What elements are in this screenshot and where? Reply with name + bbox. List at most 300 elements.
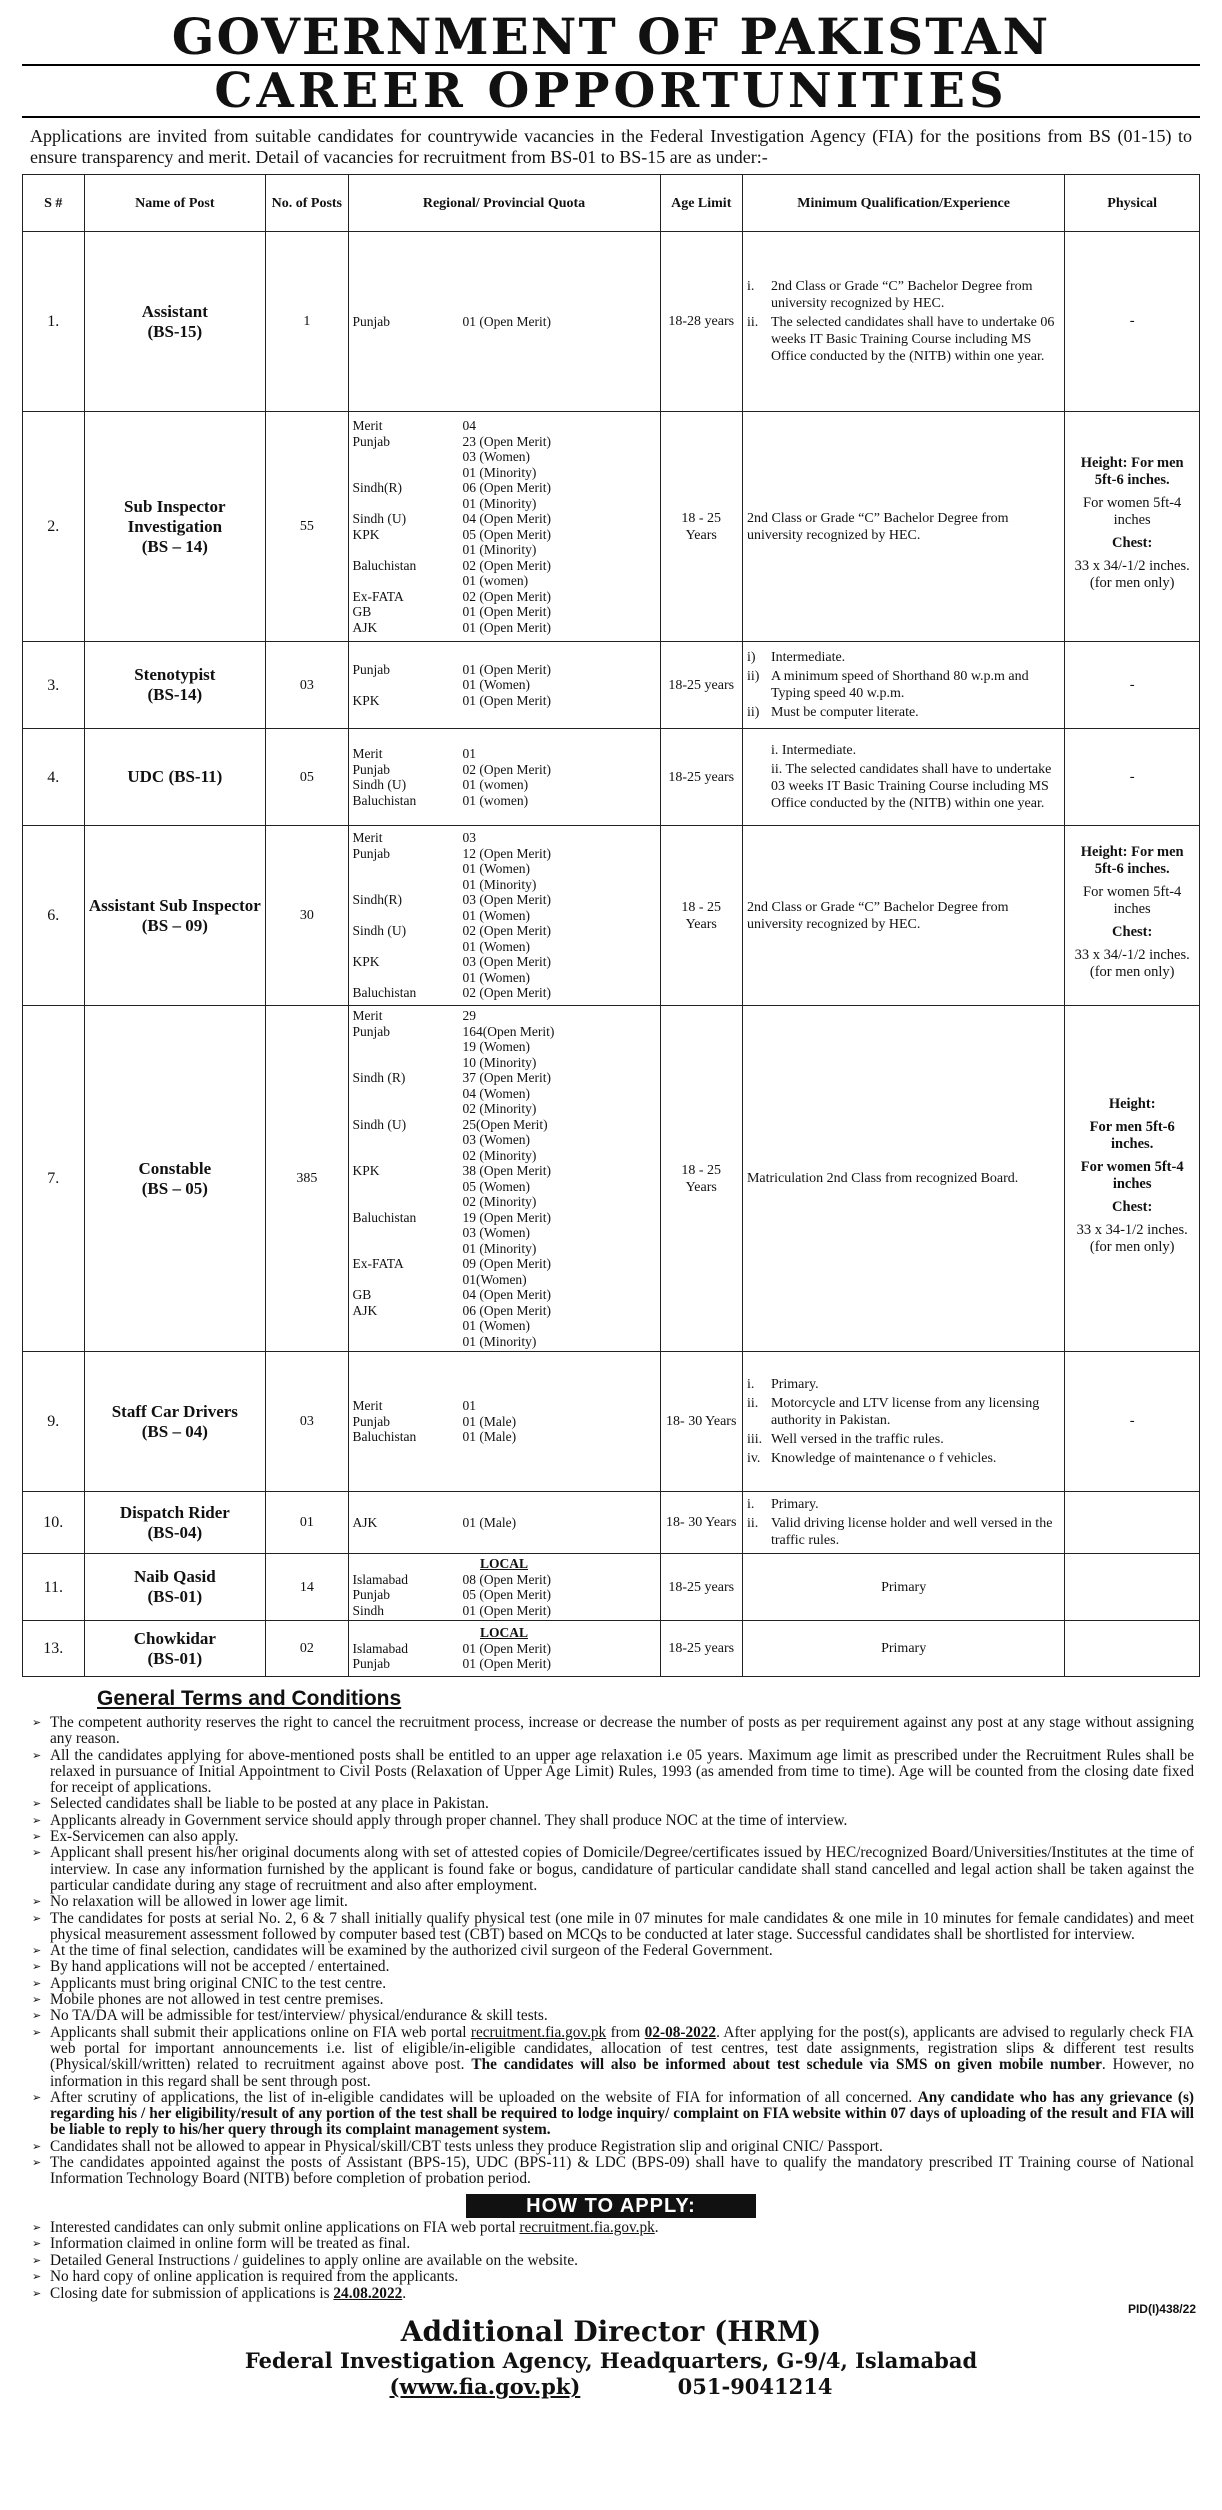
main-title: GOVERNMENT OF PAKISTAN xyxy=(171,7,1051,66)
post-name: Sub Inspector Investigation xyxy=(124,496,226,536)
quota-region: Baluchistan xyxy=(352,1429,417,1445)
footer-address: Federal Investigation Agency, Headquarters, G-9/4, Islamabad xyxy=(244,2348,978,2374)
quota-line xyxy=(353,777,656,793)
qualification-line xyxy=(747,1431,1060,1448)
cell-posts: 05 xyxy=(266,729,348,826)
qualification-line xyxy=(747,761,1060,812)
quota-region: GB xyxy=(352,1287,372,1302)
quota-line xyxy=(353,908,656,924)
cell-qualification xyxy=(742,729,1064,826)
quota-value: 01 (Open Merit) xyxy=(462,692,552,708)
quota-value: 03 xyxy=(462,830,477,846)
qualification-text: 2nd Class or Grade “C” Bachelor Degree from university recognized by HEC. xyxy=(770,279,1033,311)
quota-value: 01 (Minority) xyxy=(462,495,537,511)
quota-line xyxy=(353,1303,656,1319)
cell-physical xyxy=(1065,642,1200,729)
quota-line xyxy=(353,1656,656,1672)
post-name: Constable xyxy=(138,1158,212,1178)
quota-region: Punjab xyxy=(352,433,391,449)
post-name: Chowkidar xyxy=(133,1628,216,1648)
quota-value: 164(Open Merit) xyxy=(462,1023,555,1039)
qualification-line xyxy=(747,1515,1060,1549)
quota-line xyxy=(353,496,656,512)
quota-value: 01 xyxy=(462,746,477,761)
portal-link[interactable]: recruitment.fia.gov.pk xyxy=(470,2023,607,2041)
header-sn: S # xyxy=(23,175,85,232)
quota-region: AJK xyxy=(352,1302,378,1318)
post-name: Dispatch Rider xyxy=(119,1502,230,1522)
quota-line xyxy=(353,1587,656,1603)
post-scale: (BS – 05) xyxy=(141,1178,208,1198)
quota-region: Merit xyxy=(352,746,383,761)
header-physical: Physical xyxy=(1065,175,1200,232)
footer xyxy=(22,2316,1200,2400)
quota-value: 02 (Open Merit) xyxy=(462,985,552,1001)
quota-line xyxy=(353,1210,656,1226)
qualification-line xyxy=(747,649,1060,666)
quota-value: 02 (Open Merit) xyxy=(462,588,552,604)
quota-region xyxy=(353,861,463,877)
post-name: Assistant Sub Inspector xyxy=(88,895,261,915)
cell-posts: 03 xyxy=(266,642,348,729)
quota-value: 01 (Open Merit) xyxy=(462,661,552,677)
quota-line xyxy=(353,746,656,762)
cell-posts: 30 xyxy=(266,826,348,1006)
table-row xyxy=(23,1006,1200,1352)
portal-sms-note: The candidates will also be informed about test schedule via SMS on given mobile number xyxy=(471,2056,1102,2074)
qualification-marker xyxy=(747,742,771,759)
sub-title: CAREER OPPORTUNITIES xyxy=(22,64,1200,118)
table-row xyxy=(23,412,1200,642)
quota-region: Sindh (U) xyxy=(352,923,407,939)
cell-physical xyxy=(1065,1621,1200,1677)
quota-line xyxy=(353,892,656,908)
quota-value: 04 xyxy=(462,418,477,433)
quota-line xyxy=(353,985,656,1001)
quota-region xyxy=(353,1179,463,1195)
quota-line xyxy=(353,1318,656,1334)
term-item-scrutiny xyxy=(50,2090,1194,2139)
post-name: Staff Car Drivers xyxy=(111,1401,238,1421)
header-qualification: Minimum Qualification/Experience xyxy=(742,175,1064,232)
physical-line: For women 5ft-4 inches xyxy=(1083,495,1182,528)
quota-value: 01 (Women) xyxy=(462,861,531,877)
advertisement-page xyxy=(0,7,1222,2510)
qualification-text: Motorcycle and LTV license from any licensing authority in Pakistan. xyxy=(770,1396,1040,1428)
qualification-text: A minimum speed of Shorthand 80 w.p.m and Typing speed 40 w.p.m. xyxy=(770,669,1029,701)
qualification-marker: ii) xyxy=(746,705,760,720)
header-post: Name of Post xyxy=(84,175,266,232)
quota-region xyxy=(353,908,463,924)
quota-line xyxy=(353,793,656,809)
qualification-text: Primary. xyxy=(770,1497,819,1512)
quota-value: 05 (Open Merit) xyxy=(462,1587,552,1602)
quota-line xyxy=(353,314,656,330)
cell-post xyxy=(84,412,266,642)
footer-website-link[interactable]: (www.fia.gov.pk) xyxy=(389,2374,581,2400)
quota-value: 01 (Minority) xyxy=(462,1333,537,1349)
quota-line xyxy=(353,1132,656,1148)
quota-region: AJK xyxy=(352,619,378,635)
quota-line xyxy=(353,1414,656,1430)
cell-age: 18-25 years xyxy=(660,1621,742,1677)
term-item: ➢ All the candidates applying for above-mentioned posts shall be entitled to an upper age relaxation i.e 05 years. Maximum age limit as prescribed under the Recruitment Rules shall be relaxed in pursuance of Initial Appointment to Civil Posts (Relaxation of Upper Age Limit) Rules, 1993 (as amended from time to time). Age will be counted from the closing date fixed for receipt of applications. xyxy=(50,1748,1194,1797)
cell-qualification xyxy=(742,412,1064,642)
quota-line xyxy=(353,449,656,465)
cell-sn: 3. xyxy=(23,642,85,729)
quota-value: 02 (Open Merit) xyxy=(462,923,552,939)
quota-line xyxy=(353,1225,656,1241)
quota-line xyxy=(353,573,656,589)
quota-region xyxy=(353,1225,463,1241)
quota-line xyxy=(353,1194,656,1210)
cell-posts: 385 xyxy=(266,1006,348,1352)
quota-region xyxy=(353,939,463,955)
apply-item-end: . xyxy=(654,2218,659,2236)
quota-region: Punjab xyxy=(352,1656,391,1672)
term-item: ➢ Ex-Servicemen can also apply. xyxy=(50,1829,1194,1845)
quota-region xyxy=(353,1101,463,1117)
quota-line xyxy=(353,418,656,434)
quota-region xyxy=(353,542,463,558)
post-scale: (BS-04) xyxy=(147,1522,203,1542)
cell-quota xyxy=(348,642,660,729)
quota-line xyxy=(353,861,656,877)
cell-posts: 55 xyxy=(266,412,348,642)
quota-line xyxy=(353,939,656,955)
qualification-line xyxy=(747,278,1060,312)
cell-posts: 02 xyxy=(266,1621,348,1677)
portal-text-a: Applicants shall submit their applications online on FIA web portal xyxy=(50,2023,467,2041)
quota-value: 10 (Minority) xyxy=(462,1054,537,1070)
quota-region xyxy=(353,496,463,512)
quota-value: 01 (Women) xyxy=(462,938,531,954)
quota-region: Merit xyxy=(352,1398,383,1414)
qualification-text: Primary xyxy=(881,1579,927,1595)
qualification-text: i. Intermediate. xyxy=(770,743,857,758)
cell-age: 18 - 25 Years xyxy=(660,412,742,642)
terms-title: General Terms and Conditions xyxy=(97,1687,402,1710)
apply-item: ➢ Information claimed in online form will be treated as final. xyxy=(50,2236,1194,2253)
qualification-text: Primary xyxy=(881,1641,927,1656)
cell-qualification xyxy=(742,1352,1064,1492)
quota-line xyxy=(353,1179,656,1195)
quota-region: Baluchistan xyxy=(352,985,417,1001)
quota-value: 04 (Open Merit) xyxy=(462,1287,552,1302)
quota-value: 23 (Open Merit) xyxy=(462,433,552,449)
quota-value: 02 (Minority) xyxy=(462,1194,537,1209)
physical-line: Chest: xyxy=(1112,535,1153,551)
quota-line xyxy=(353,1055,656,1071)
term-item: ➢ Applicant shall present his/her original documents along with set of attested copies of Domicile/Degree/certificates issued by HEC/recognized Board/Universities/Institutes at the time of interview. In case any information furnished by the applicant is found fake or bogus, candidature of particular candidate shall stand cancelled and legal action shall be taken against the particular candidate during any stage of recruitment and also after employment. xyxy=(50,1845,1194,1894)
cell-qualification xyxy=(742,826,1064,1006)
quota-value: 12 (Open Merit) xyxy=(462,845,552,861)
quota-value: 01 (Open Merit) xyxy=(462,313,552,329)
term-item: ➢ No relaxation will be allowed in lower age limit. xyxy=(50,1894,1194,1910)
quota-value: 01 (Women) xyxy=(462,677,531,693)
quota-value: 03 (Women) xyxy=(462,449,531,464)
quota-line xyxy=(353,1008,656,1024)
quota-region: KPK xyxy=(352,1163,380,1178)
cell-age: 18- 30 Years xyxy=(660,1492,742,1554)
header-quota: Regional/ Provincial Quota xyxy=(348,175,660,232)
qualification-line xyxy=(747,1376,1060,1393)
qualification-text: ii. The selected candidates shall have to undertake 03 weeks IT Basic Training Course including MS Office conducted by the (NITB) within one year. xyxy=(770,762,1052,811)
cell-post xyxy=(84,1554,266,1621)
quota-value: 03 (Open Merit) xyxy=(462,892,552,908)
cell-sn: 4. xyxy=(23,729,85,826)
cell-sn: 9. xyxy=(23,1352,85,1492)
quota-region: Merit xyxy=(352,830,383,846)
qualification-marker: ii) xyxy=(746,669,760,684)
cell-sn: 6. xyxy=(23,826,85,1006)
qualification-text: Valid driving license holder and well versed in the traffic rules. xyxy=(770,1516,1053,1548)
quota-line xyxy=(353,693,656,709)
quota-line xyxy=(353,677,656,693)
quota-region: Punjab xyxy=(352,313,391,329)
cell-quota xyxy=(348,1006,660,1352)
quota-region: Punjab xyxy=(352,1023,391,1039)
physical-line: Height: xyxy=(1108,1095,1156,1112)
qualification-text: The selected candidates shall have to undertake 06 weeks IT Basic Training Course including MS Office conducted by the (NITB) within one year. xyxy=(770,315,1055,364)
physical-value: - xyxy=(1129,768,1135,785)
quota-line xyxy=(353,511,656,527)
quota-region xyxy=(353,449,463,465)
portal-text-c: . After applying for the post(s), applicants are advised to regularly check FIA web portal for important announcements i.e. list of eligible/in-eligible candidates, allocation of test centres, test date assignments, registration slips & different test results (Physical/skill/written) related to recruitment against above post. xyxy=(50,2023,1194,2074)
quota-value: 08 (Open Merit) xyxy=(462,1571,552,1587)
quota-region: KPK xyxy=(352,692,380,708)
quota-line xyxy=(353,1024,656,1040)
cell-age: 18-25 years xyxy=(660,1554,742,1621)
quota-line xyxy=(353,1287,656,1303)
quota-region: Baluchistan xyxy=(352,1209,417,1225)
cell-quota xyxy=(348,1352,660,1492)
cell-quota xyxy=(348,1554,660,1621)
post-name: Stenotypist xyxy=(134,665,216,684)
quota-line xyxy=(353,558,656,574)
quota-line xyxy=(353,1101,656,1117)
quota-line xyxy=(353,465,656,481)
quota-value: 01 (Open Merit) xyxy=(462,604,552,619)
quota-region xyxy=(353,1148,463,1164)
qualification-line xyxy=(747,1395,1060,1429)
quota-value: 01 (women) xyxy=(462,573,529,588)
post-scale: (BS-15) xyxy=(147,321,203,341)
physical-line: 33 x 34-1/2 inches. (for men only) xyxy=(1076,1221,1188,1255)
post-name: Naib Qasid xyxy=(133,1567,216,1586)
quota-region: Baluchistan xyxy=(352,557,417,573)
term-item-portal xyxy=(50,2025,1194,2090)
cell-physical xyxy=(1065,1492,1200,1554)
quota-region xyxy=(353,1334,463,1350)
cell-physical xyxy=(1065,412,1200,642)
table-row xyxy=(23,1554,1200,1621)
quota-region xyxy=(353,1132,463,1148)
table-row xyxy=(23,1621,1200,1677)
cell-sn: 1. xyxy=(23,232,85,412)
cell-age: 18 - 25 Years xyxy=(660,1006,742,1352)
quota-region: Sindh (U) xyxy=(352,777,407,792)
quota-value: 02 (Minority) xyxy=(462,1147,537,1163)
quota-value: 01 (Minority) xyxy=(462,542,537,557)
quota-value: 01 (Open Merit) xyxy=(462,1656,552,1672)
cell-post xyxy=(84,1006,266,1352)
physical-line: Chest: xyxy=(1112,924,1153,940)
cell-qualification xyxy=(742,1621,1064,1677)
apply-list xyxy=(22,2220,1200,2303)
qualification-marker: ii. xyxy=(746,315,759,330)
quota-region xyxy=(353,573,463,589)
quota-region: Merit xyxy=(352,418,383,433)
quota-region: Punjab xyxy=(352,661,391,677)
cell-post xyxy=(84,729,266,826)
quota-value: 01 (Minority) xyxy=(462,876,537,892)
qualification-text: Must be computer literate. xyxy=(770,705,919,720)
cell-quota xyxy=(348,826,660,1006)
intro-paragraph: Applications are invited from suitable candidates for countrywide vacancies in the Federal Investigation Agency (FIA) for the positions from BS (01-15) to ensure transparency and merit. Detail of vacancies for recruitment from BS-01 to BS-15 are as under:- xyxy=(30,126,1192,167)
quota-region: Punjab xyxy=(352,1413,391,1429)
qualification-marker: i. xyxy=(746,1497,755,1512)
apply-item: ➢ Detailed General Instructions / guidelines to apply online are available on the website. xyxy=(50,2253,1194,2270)
quota-region xyxy=(353,970,463,986)
quota-value: 01 (women) xyxy=(462,777,529,792)
table-row xyxy=(23,642,1200,729)
term-item: ➢ Mobile phones are not allowed in test centre premises. xyxy=(50,1992,1194,2008)
qualification-marker xyxy=(747,761,771,812)
cell-age: 18 - 25 Years xyxy=(660,826,742,1006)
quota-region xyxy=(353,465,463,481)
quota-line xyxy=(353,434,656,450)
qualification-text: Intermediate. xyxy=(770,650,846,665)
qualification-marker: i) xyxy=(746,650,756,665)
quota-value: 01 (Open Merit) xyxy=(462,1640,552,1656)
quota-value: 01 (women) xyxy=(462,792,529,808)
qualification-line xyxy=(747,1450,1060,1467)
quota-line xyxy=(353,480,656,496)
quota-region xyxy=(353,1086,463,1102)
cell-age: 18- 30 Years xyxy=(660,1352,742,1492)
term-item: ➢ Applicants must bring original CNIC to the test centre. xyxy=(50,1976,1194,1992)
quota-region: Islamabad xyxy=(352,1640,409,1656)
portal-text-b: from xyxy=(610,2023,641,2041)
qualification-line xyxy=(747,314,1060,365)
cell-post xyxy=(84,642,266,729)
quota-region: AJK xyxy=(352,1514,378,1530)
post-scale: (BS – 04) xyxy=(141,1421,208,1441)
cell-physical xyxy=(1065,729,1200,826)
quota-line xyxy=(353,1515,656,1531)
post-scale: (BS-14) xyxy=(147,685,203,704)
footer-phone: 051-9041214 xyxy=(677,2374,833,2400)
closing-end: . xyxy=(402,2284,407,2302)
quota-value: 25(Open Merit) xyxy=(462,1116,548,1132)
cell-post xyxy=(84,1492,266,1554)
cell-physical xyxy=(1065,1554,1200,1621)
qualification-text: Primary. xyxy=(770,1377,819,1392)
quota-region: Punjab xyxy=(352,1587,391,1602)
physical-line: 33 x 34/-1/2 inches. (for men only) xyxy=(1074,558,1190,591)
quota-region: GB xyxy=(352,604,372,619)
physical-line: Height: For men 5ft-6 inches. xyxy=(1080,455,1184,488)
quota-region: Sindh(R) xyxy=(352,480,403,495)
quota-value: 02 (Open Merit) xyxy=(462,557,552,573)
apply-portal-link[interactable]: recruitment.fia.gov.pk xyxy=(519,2218,655,2236)
quota-line xyxy=(353,830,656,846)
cell-quota xyxy=(348,729,660,826)
post-scale: (BS – 09) xyxy=(141,915,208,935)
qualification-marker: ii. xyxy=(746,1396,759,1411)
cell-age: 18-28 years xyxy=(660,232,742,412)
quota-value: 01 (Women) xyxy=(462,969,531,985)
quota-value: 01 (Minority) xyxy=(462,464,537,480)
footer-contact xyxy=(22,2374,1200,2400)
quota-value: 01 (Male) xyxy=(462,1514,517,1530)
cell-qualification xyxy=(742,642,1064,729)
quota-region: Ex-FATA xyxy=(352,1256,404,1271)
qualification-line xyxy=(747,742,1060,759)
quota-line xyxy=(353,662,656,678)
quota-line xyxy=(353,620,656,636)
term-item: ➢ Selected candidates shall be liable to be posted at any place in Pakistan. xyxy=(50,1796,1194,1812)
quota-value: 29 xyxy=(462,1008,477,1023)
vacancy-table xyxy=(22,174,1200,1677)
cell-post xyxy=(84,232,266,412)
post-name: UDC (BS-11) xyxy=(127,767,223,786)
quota-region: Sindh (U) xyxy=(352,1116,407,1132)
quota-line xyxy=(353,1086,656,1102)
cell-physical xyxy=(1065,232,1200,412)
term-item: ➢ The candidates appointed against the posts of Assistant (BPS-15), UDC (BPS-11) & LDC (BPS-09) shall have to qualify the mandatory prescribed IT Training course of National Information Technology Board (NITB) before completion of probation period. xyxy=(50,2155,1194,2188)
quota-region: Sindh (U) xyxy=(352,511,407,526)
quota-line xyxy=(353,1163,656,1179)
post-scale: (BS – 14) xyxy=(141,536,208,556)
quota-line xyxy=(353,954,656,970)
quota-value: 02 (Open Merit) xyxy=(462,761,552,777)
quota-value: 04 (Women) xyxy=(462,1085,531,1101)
quota-line xyxy=(353,846,656,862)
quota-region xyxy=(353,677,463,693)
term-item: ➢ The competent authority reserves the right to cancel the recruitment process, increase or decrease the number of posts as per requirement against any post at any stage without assigning any reason. xyxy=(50,1715,1194,1748)
cell-posts: 01 xyxy=(266,1492,348,1554)
quota-value: 01 (Women) xyxy=(462,907,531,923)
pid-number: PID(I)438/22 xyxy=(1127,2302,1196,2317)
quota-line xyxy=(353,604,656,620)
table-row xyxy=(23,1352,1200,1492)
cell-post xyxy=(84,826,266,1006)
vacancy-table-body xyxy=(23,232,1200,1677)
physical-value: - xyxy=(1129,313,1135,329)
quota-value: 38 (Open Merit) xyxy=(462,1163,552,1178)
quota-value: 01 (Male) xyxy=(462,1429,517,1445)
cell-sn: 11. xyxy=(23,1554,85,1621)
qualification-text: 2nd Class or Grade “C” Bachelor Degree from university recognized by HEC. xyxy=(746,510,1009,543)
quota-line xyxy=(353,1148,656,1164)
quota-line xyxy=(353,762,656,778)
quota-line xyxy=(353,923,656,939)
portal-text-d: . However, no information in this regard shall be sent through post. xyxy=(50,2056,1194,2090)
portal-open-date: 02-08-2022 xyxy=(644,2023,717,2041)
quota-local: LOCAL xyxy=(480,1625,529,1641)
closing-date: 24.08.2022 xyxy=(333,2284,403,2302)
quota-line xyxy=(353,542,656,558)
closing-text: Closing date for submission of applications is xyxy=(50,2284,330,2302)
quota-line xyxy=(353,1272,656,1288)
cell-quota xyxy=(348,1621,660,1677)
qualification-text: Knowledge of maintenance o f vehicles. xyxy=(770,1451,997,1466)
apply-item: ➢ No hard copy of online application is required from the applicants. xyxy=(50,2269,1194,2286)
cell-qualification xyxy=(742,1492,1064,1554)
qualification-line xyxy=(747,1496,1060,1513)
